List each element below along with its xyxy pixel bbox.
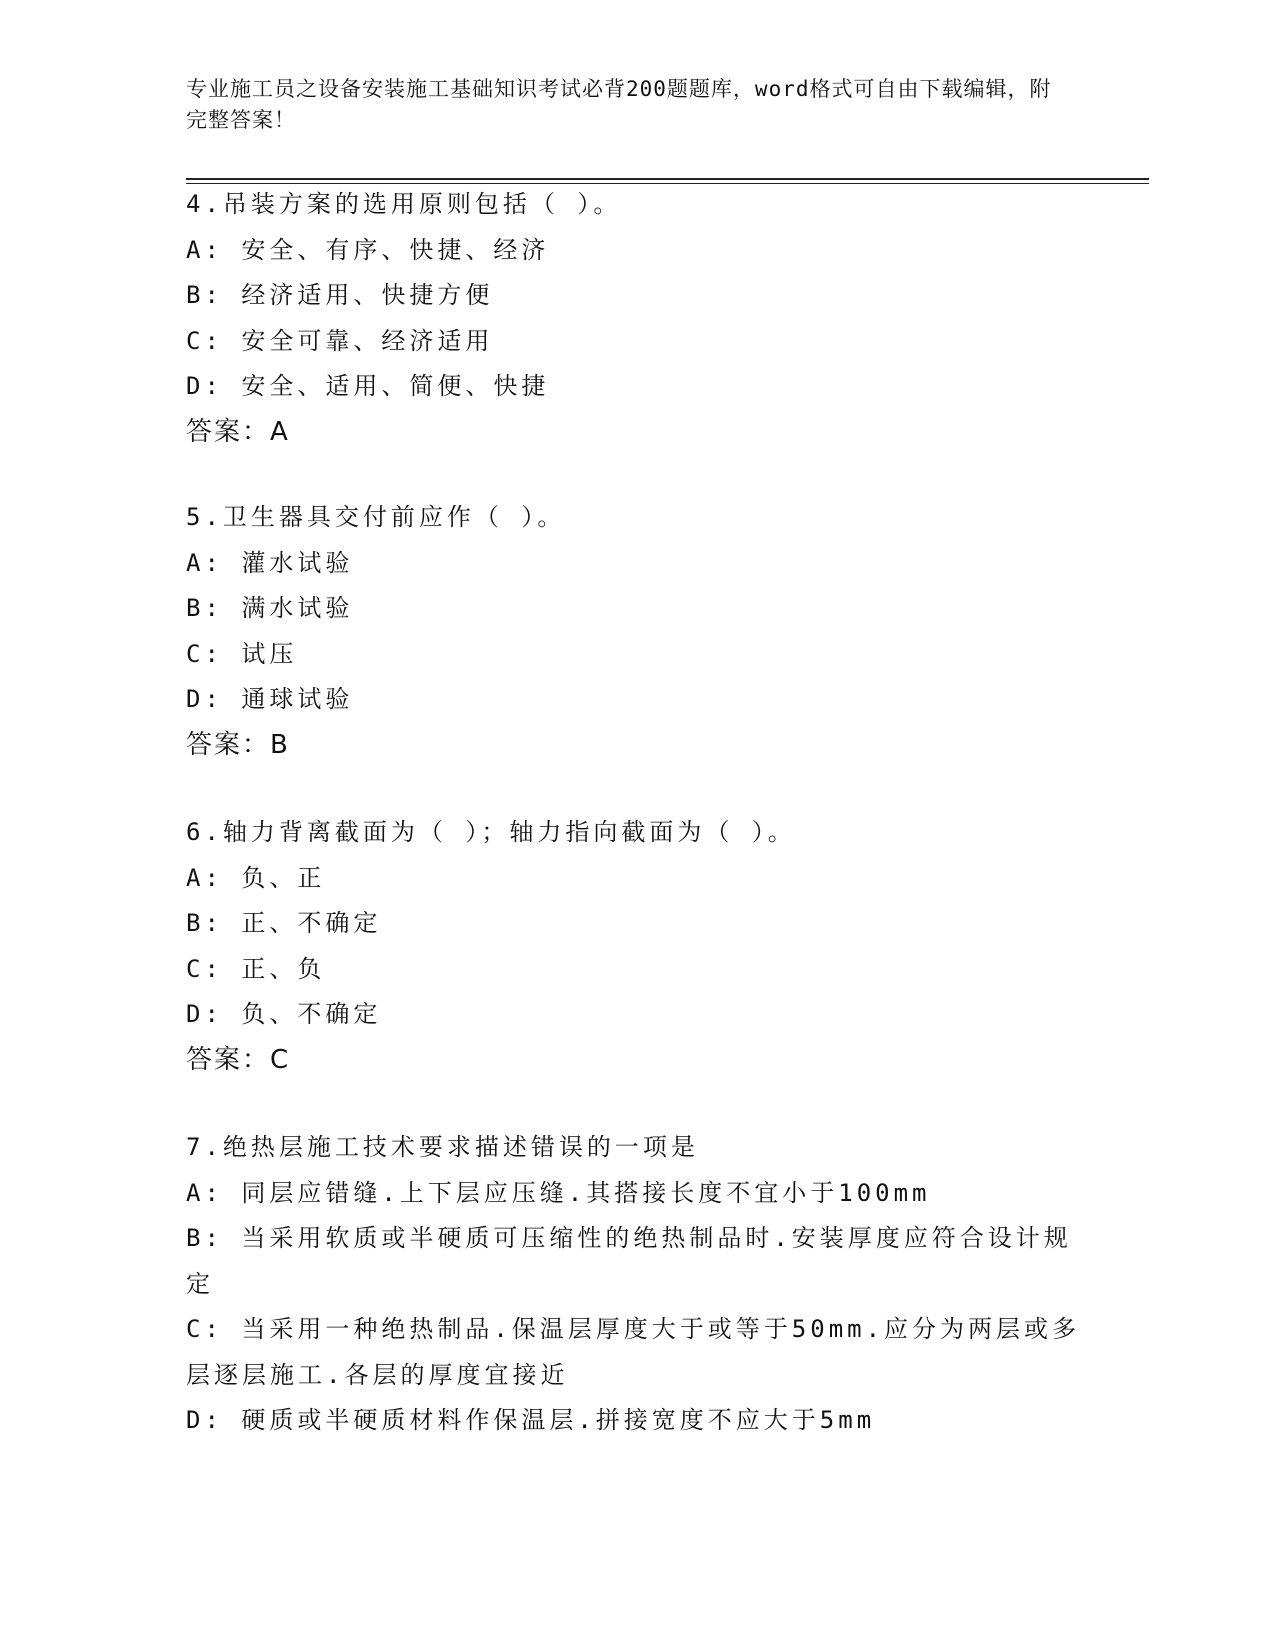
- option-a: A: 同层应错缝.上下层应压缝.其搭接长度不宜小于100mm: [186, 1178, 931, 1207]
- question-block: [186, 495, 1086, 768]
- option-b: B: 经济适用、快捷方便: [186, 281, 494, 309]
- option-d: D: 负、不确定: [186, 1000, 382, 1028]
- option-c: C: 正、负: [186, 954, 326, 983]
- option-a: A: 安全、有序、快捷、经济: [186, 235, 550, 264]
- option-d: D: 安全、适用、简便、快捷: [186, 372, 550, 400]
- answer-text: 答案：B: [186, 729, 290, 760]
- answer-text: 答案：A: [186, 416, 290, 447]
- option-d: D: 硬质或半硬质材料作保温层.拼接宽度不应大于5mm: [186, 1406, 876, 1434]
- option-c: C: 安全可靠、经济适用: [186, 326, 494, 355]
- question-stem: 4.吊装方案的选用原则包括（ ）。: [186, 190, 622, 218]
- question-block: [186, 182, 1086, 455]
- answer-text: 答案：C: [186, 1044, 291, 1075]
- option-b: B: 正、不确定: [186, 909, 382, 937]
- option-c: C: 试压: [186, 639, 298, 668]
- question-block: [186, 1125, 1086, 1444]
- question-block: [186, 810, 1086, 1083]
- option-c: C: 当采用一种绝热制品.保温层厚度大于或等于50mm.应分为两层或多层逐层施工.各层的厚度宜接近: [186, 1315, 1081, 1389]
- option-b: B: 满水试验: [186, 594, 354, 622]
- option-a: A: 负、正: [186, 863, 326, 892]
- option-b: B: 当采用软质或半硬质可压缩性的绝热制品时.安装厚度应符合设计规定: [186, 1224, 1072, 1298]
- question-stem: 6.轴力背离截面为（ ）；轴力指向截面为（ ）。: [186, 818, 796, 846]
- option-a: A: 灌水试验: [186, 548, 354, 577]
- question-stem: 7.绝热层施工技术要求描述错误的一项是: [186, 1133, 699, 1161]
- document-header: 专业施工员之设备安装施工基础知识考试必背200题题库，word格式可自由下载编辑，附完整答案！: [186, 77, 1052, 132]
- option-d: D: 通球试验: [186, 685, 354, 713]
- question-stem: 5.卫生器具交付前应作（ ）。: [186, 503, 566, 531]
